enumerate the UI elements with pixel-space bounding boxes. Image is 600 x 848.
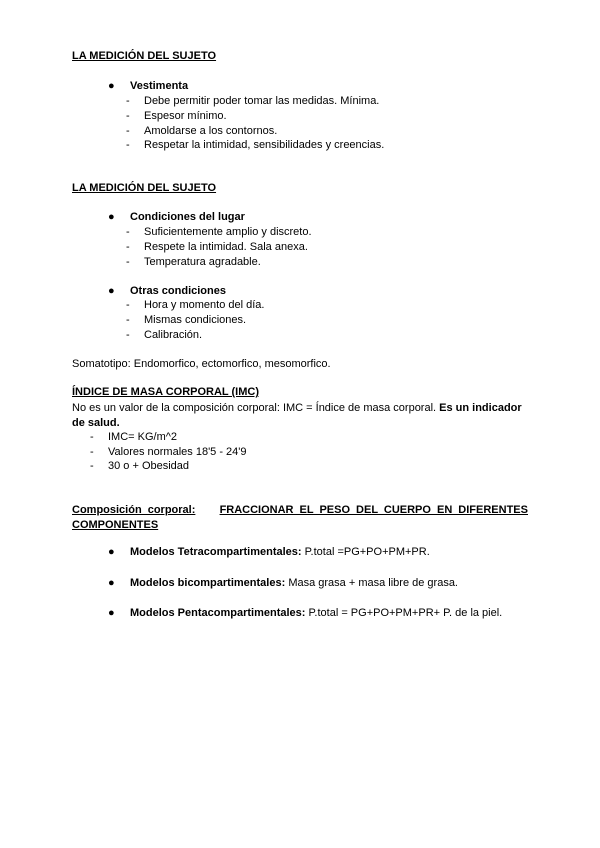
bullet-item: ● Modelos bicompartimentales: Masa grasa + masa libre de grasa. (108, 577, 458, 589)
section-title: ÍNDICE DE MASA CORPORAL (IMC) (72, 386, 259, 398)
list-item: - Mismas condiciones. (126, 314, 247, 326)
list-item: - Espesor mínimo. (126, 110, 227, 122)
list-item: - Amoldarse a los contornos. (126, 125, 278, 137)
list-item: - Temperatura agradable. (126, 256, 261, 268)
list-item: - Respetar la intimidad, sensibilidades y creencias. (126, 139, 385, 151)
bullet-label: Vestimenta (130, 80, 189, 92)
bullet-icon: ● (108, 285, 115, 297)
bullet-label: Otras condiciones (130, 285, 226, 297)
list-item: - Valores normales 18'5 - 24'9 (90, 446, 247, 458)
somatotipo-text: Somatotipo: Endomorfico, ectomorfico, mesomorfico. (72, 358, 331, 370)
section-title: LA MEDICIÓN DEL SUJETO (72, 182, 217, 194)
bullet-item (108, 211, 245, 223)
bullet-icon: ● (108, 607, 115, 619)
imc-paragraph: No es un valor de la composición corporal: IMC = Índice de masa corporal. Es un indicador de salud. (72, 402, 522, 429)
bullet-item (108, 80, 188, 92)
list-item: - IMC= KG/m^2 (90, 431, 178, 443)
list-item: - Debe permitir poder tomar las medidas. Mínima. (126, 95, 380, 107)
list-item: - Calibración. (126, 329, 203, 341)
bullet-label: Condiciones del lugar (130, 211, 245, 223)
list-item: - Respete la intimidad. Sala anexa. (126, 241, 308, 253)
bullet-item: ● Modelos Tetracompartimentales: P.total =PG+PO+PM+PR. (108, 546, 430, 558)
bullet-icon: ● (108, 211, 115, 223)
bullet-icon: ● (108, 577, 115, 589)
list-item: - Hora y momento del día. (126, 299, 265, 311)
bullet-icon: ● (108, 80, 115, 92)
bullet-item: ● Modelos Pentacompartimentales: P.total = PG+PO+PM+PR+ P. de la piel. (108, 607, 503, 619)
bullet-icon: ● (108, 546, 115, 558)
list-item: - 30 o + Obesidad (90, 460, 190, 472)
composicion-heading: Composición corporal: FRACCIONAR EL PESO DEL CUERPO EN DIFERENTES COMPONENTES (72, 504, 528, 531)
bullet-item (108, 285, 226, 297)
list-item: - Suficientemente amplio y discreto. (126, 226, 312, 238)
section-title: LA MEDICIÓN DEL SUJETO (72, 50, 217, 62)
